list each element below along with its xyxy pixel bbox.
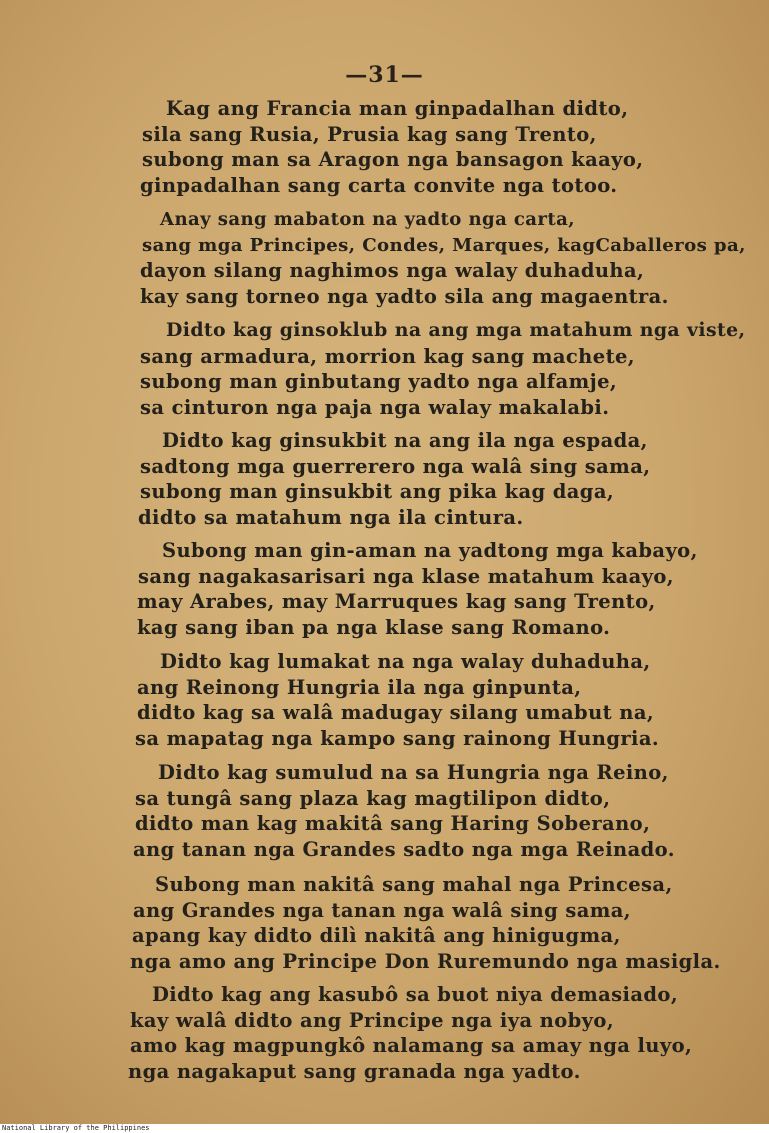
verse-line: Subong man gin-aman na yadtong mga kabayo, bbox=[162, 539, 698, 562]
verse-line: Kag ang Francia man ginpadalhan didto, bbox=[166, 97, 629, 120]
verse-line: sadtong mga guerrerero nga walâ sing sama, bbox=[140, 454, 651, 478]
verse-line: sila sang Rusia, Prusia kag sang Trento, bbox=[142, 122, 597, 146]
footer-credit: National Library of the Philippines bbox=[0, 1124, 769, 1133]
stanza-8 bbox=[0, 872, 721, 974]
verse-line: subong man ginsukbit ang pika kag daga, bbox=[140, 480, 615, 503]
stanza-2 bbox=[0, 207, 746, 309]
stanza-9 bbox=[0, 982, 692, 1084]
verse-line: nga nagakaput sang granada nga yadto. bbox=[128, 1059, 581, 1083]
verse-line: sa tungâ sang plaza kag magtilipon didto, bbox=[135, 786, 611, 810]
verse-line: Anay sang mabaton na yadto nga carta, bbox=[160, 209, 575, 230]
verse-line: Subong man nakitâ sang mahal nga Princesa, bbox=[155, 873, 673, 896]
verse-line: Didto kag ginsoklub na ang mga matahum nga viste, bbox=[166, 319, 746, 341]
verse-line: sa mapatag nga kampo sang rainong Hungria. bbox=[135, 726, 660, 750]
verse-line: ang Grandes nga tanan nga walâ sing sama, bbox=[133, 898, 631, 922]
verse-line: may Arabes, may Marruques kag sang Trento, bbox=[137, 590, 656, 613]
stanza-1 bbox=[0, 96, 644, 198]
verse-line: ang Reinong Hungria ila nga ginpunta, bbox=[137, 675, 582, 699]
verse-line: kag sang iban pa nga klase sang Romano. bbox=[137, 615, 611, 639]
verse-line: Didto kag sumulud na sa Hungria nga Reino, bbox=[158, 761, 669, 784]
verse-line: dayon silang naghimos nga walay duhaduha, bbox=[140, 259, 645, 282]
stanza-4 bbox=[0, 428, 650, 530]
verse-line: sa cinturon nga paja nga walay makalabi. bbox=[140, 395, 610, 419]
verse-line: sang mga Principes, Condes, Marques, kagCaballeros pa, bbox=[142, 234, 746, 256]
verse-line: didto kag sa walâ madugay silang umabut na, bbox=[137, 701, 655, 724]
verse-line: Didto kag ginsukbit na ang ila nga espada, bbox=[162, 429, 648, 452]
verse-line: subong man sa Aragon nga bansagon kaayo, bbox=[142, 148, 644, 171]
verse-line: nga amo ang Principe Don Ruremundo nga masigla. bbox=[130, 949, 721, 973]
verse-line: amo kag magpungkô nalamang sa amay nga luyo, bbox=[130, 1034, 693, 1057]
verse-line: didto man kag makitâ sang Haring Soberano, bbox=[135, 812, 651, 835]
verse-line: ang tanan nga Grandes sadto nga mga Reinado. bbox=[133, 837, 675, 861]
verse-line: ginpadalhan sang carta convite nga totoo. bbox=[140, 173, 618, 197]
stanza-3 bbox=[0, 318, 745, 420]
verse-line: sang nagakasarisari nga klase matahum kaayo, bbox=[138, 564, 674, 588]
verse-line: Didto kag ang kasubô sa buot niya demasiado, bbox=[152, 983, 679, 1006]
verse-line: kay sang torneo nga yadto sila ang magaentra. bbox=[140, 284, 669, 308]
stanza-7 bbox=[0, 760, 675, 862]
stanza-6 bbox=[0, 649, 659, 751]
verse-line: subong man ginbutang yadto nga alfamje, bbox=[140, 370, 618, 393]
verse-line: sang armadura, morrion kag sang machete, bbox=[140, 344, 635, 368]
verse-line: apang kay didto dilì nakitâ ang hinigugma, bbox=[132, 924, 621, 947]
verse-line: kay walâ didto ang Principe nga iya nobyo, bbox=[130, 1008, 615, 1032]
verse-line: didto sa matahum nga ila cintura. bbox=[138, 505, 524, 529]
verse-line: Didto kag lumakat na nga walay duhaduha, bbox=[160, 650, 651, 673]
page-number: —31— bbox=[345, 62, 424, 88]
stanza-5 bbox=[0, 538, 698, 640]
